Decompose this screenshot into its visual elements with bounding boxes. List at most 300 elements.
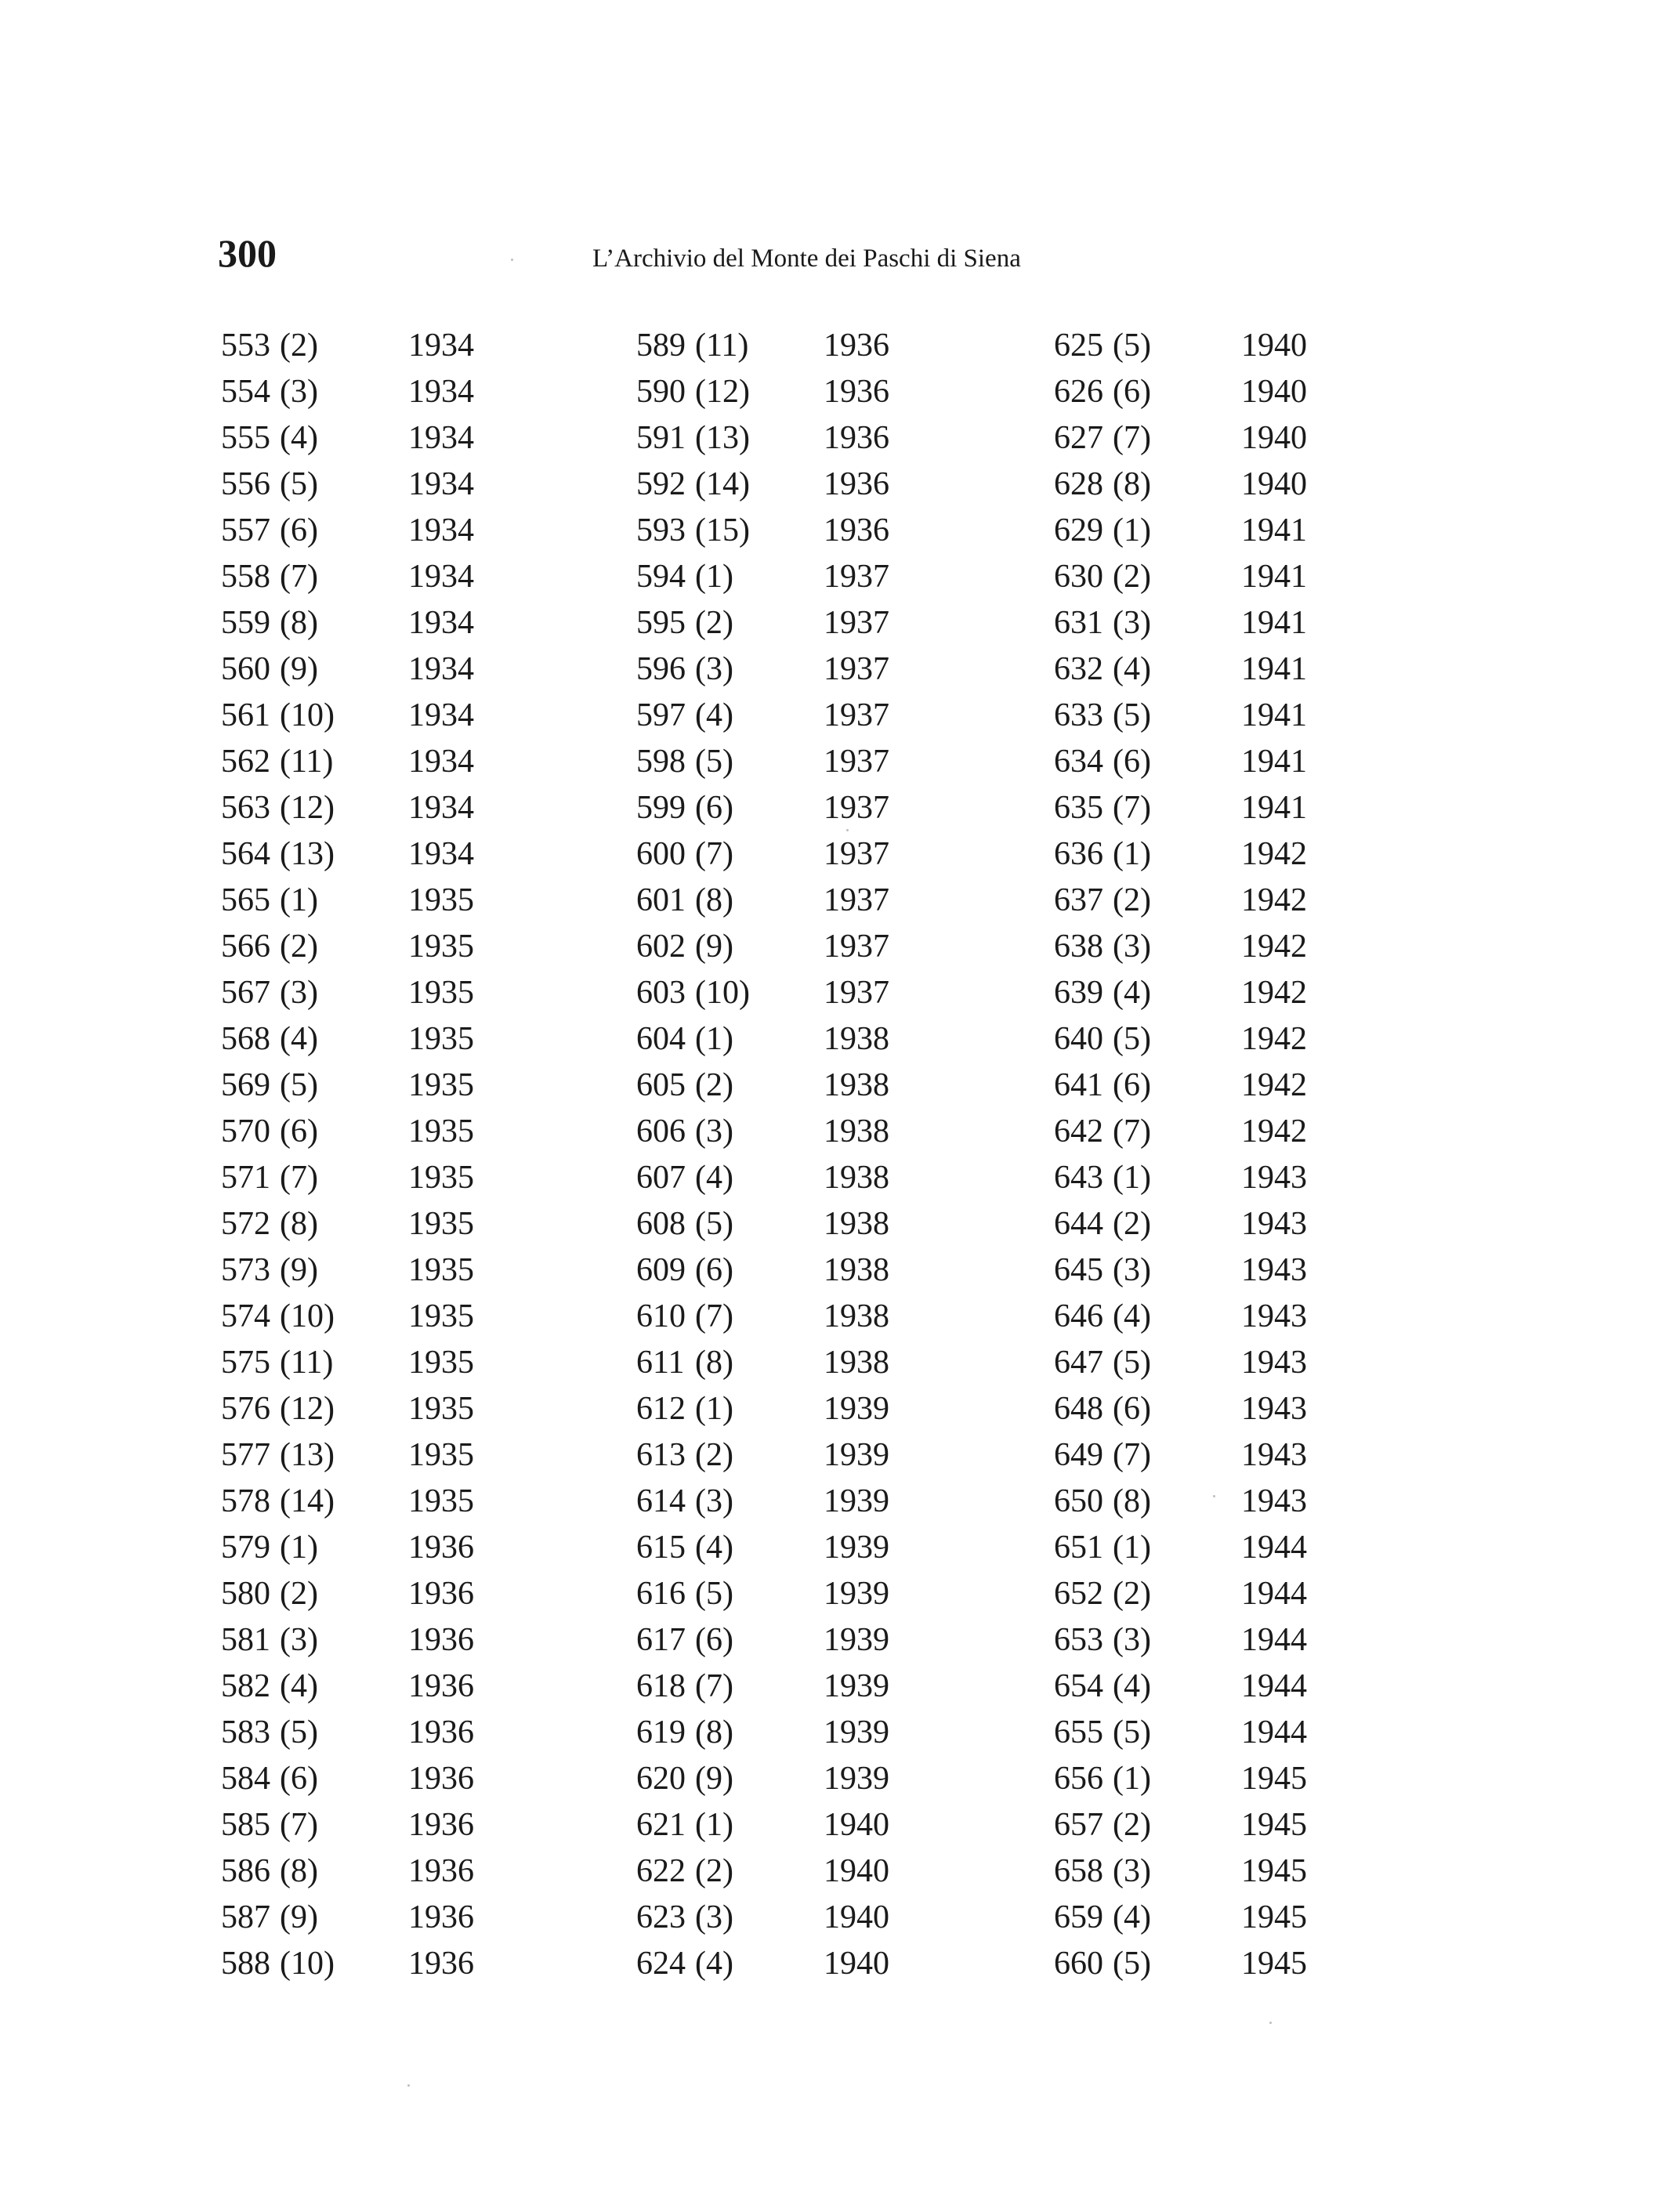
entry-number: 579: [221, 1530, 270, 1566]
entry-sequence: (4): [695, 1530, 733, 1566]
entry-year: 1944: [1241, 1622, 1307, 1658]
entry-number: 622: [636, 1853, 686, 1889]
entry-year: 1940: [1241, 374, 1307, 410]
entry-year: 1943: [1241, 1483, 1307, 1519]
entry-number: 638: [1054, 929, 1103, 965]
entry-sequence: (4): [280, 1021, 318, 1057]
entry-sequence: (10): [280, 1946, 335, 1982]
entry-sequence: (8): [280, 1853, 318, 1889]
entry-sequence: (6): [695, 790, 733, 826]
entry-number: 653: [1054, 1622, 1103, 1658]
entry-year: 1942: [1241, 975, 1307, 1011]
entry-year: 1945: [1241, 1761, 1307, 1797]
entry-year: 1942: [1241, 882, 1307, 918]
entry-number: 604: [636, 1021, 686, 1057]
entry-sequence: (8): [695, 882, 733, 918]
entry-number: 557: [221, 512, 270, 548]
entry-sequence: (12): [280, 1391, 335, 1427]
entry-year: 1944: [1241, 1576, 1307, 1612]
entry-sequence: (3): [1113, 605, 1151, 641]
entry-number: 659: [1054, 1899, 1103, 1935]
entry-year: 1937: [824, 605, 889, 641]
entry-year: 1941: [1241, 559, 1307, 595]
entry-sequence: (4): [1113, 975, 1151, 1011]
entry-sequence: (6): [280, 512, 318, 548]
entry-number: 655: [1054, 1714, 1103, 1750]
entry-sequence: (1): [280, 882, 318, 918]
entry-sequence: (7): [280, 1807, 318, 1843]
entry-number: 620: [636, 1761, 686, 1797]
entry-sequence: (2): [1113, 559, 1151, 595]
entry-number: 571: [221, 1160, 270, 1196]
entry-number: 610: [636, 1298, 686, 1334]
entry-year: 1934: [408, 790, 474, 826]
entry-sequence: (7): [1113, 790, 1151, 826]
entry-sequence: (10): [280, 697, 335, 733]
entry-sequence: (7): [695, 1298, 733, 1334]
entry-number: 596: [636, 651, 686, 687]
entry-sequence: (2): [280, 1576, 318, 1612]
entry-sequence: (6): [280, 1761, 318, 1797]
entry-sequence: (2): [1113, 1206, 1151, 1242]
entry-number: 624: [636, 1946, 686, 1982]
entry-year: 1939: [824, 1483, 889, 1519]
entry-number: 660: [1054, 1946, 1103, 1982]
entry-sequence: (13): [280, 836, 335, 872]
entry-sequence: (5): [280, 1714, 318, 1750]
entry-number: 597: [636, 697, 686, 733]
entry-number: 592: [636, 466, 686, 502]
entry-sequence: (6): [280, 1113, 318, 1149]
entry-year: 1936: [408, 1853, 474, 1889]
entry-sequence: (5): [695, 1576, 733, 1612]
entry-sequence: (1): [695, 1021, 733, 1057]
entry-sequence: (8): [280, 1206, 318, 1242]
entry-year: 1936: [824, 466, 889, 502]
entry-year: 1938: [824, 1206, 889, 1242]
entry-number: 569: [221, 1067, 270, 1103]
entry-sequence: (7): [1113, 1113, 1151, 1149]
entry-number: 613: [636, 1437, 686, 1473]
entry-sequence: (4): [695, 1946, 733, 1982]
entry-number: 556: [221, 466, 270, 502]
entry-year: 1934: [408, 744, 474, 780]
entry-year: 1944: [1241, 1668, 1307, 1704]
entry-number: 637: [1054, 882, 1103, 918]
entry-number: 650: [1054, 1483, 1103, 1519]
entry-sequence: (1): [280, 1530, 318, 1566]
entry-number: 602: [636, 929, 686, 965]
entry-number: 590: [636, 374, 686, 410]
entry-number: 658: [1054, 1853, 1103, 1889]
entry-year: 1940: [1241, 466, 1307, 502]
entry-year: 1936: [824, 374, 889, 410]
entry-sequence: (7): [695, 1668, 733, 1704]
entry-number: 595: [636, 605, 686, 641]
entry-year: 1938: [824, 1067, 889, 1103]
entry-year: 1944: [1241, 1530, 1307, 1566]
entry-year: 1943: [1241, 1206, 1307, 1242]
entry-year: 1936: [408, 1946, 474, 1982]
entry-number: 567: [221, 975, 270, 1011]
entry-sequence: (6): [695, 1252, 733, 1288]
entry-number: 584: [221, 1761, 270, 1797]
entry-number: 651: [1054, 1530, 1103, 1566]
entry-number: 560: [221, 651, 270, 687]
entry-number: 576: [221, 1391, 270, 1427]
entry-number: 599: [636, 790, 686, 826]
entry-sequence: (6): [1113, 744, 1151, 780]
entry-sequence: (3): [1113, 1622, 1151, 1658]
entry-number: 572: [221, 1206, 270, 1242]
entry-number: 629: [1054, 512, 1103, 548]
entry-year: 1937: [824, 929, 889, 965]
entry-sequence: (5): [1113, 1946, 1151, 1982]
entry-sequence: (7): [1113, 1437, 1151, 1473]
entry-sequence: (3): [695, 1899, 733, 1935]
entry-number: 566: [221, 929, 270, 965]
entry-sequence: (2): [280, 929, 318, 965]
entry-year: 1938: [824, 1345, 889, 1381]
entry-sequence: (2): [695, 1437, 733, 1473]
entry-sequence: (6): [1113, 374, 1151, 410]
entry-sequence: (4): [280, 420, 318, 456]
entry-number: 612: [636, 1391, 686, 1427]
entry-year: 1936: [824, 328, 889, 364]
entry-year: 1935: [408, 1483, 474, 1519]
entry-sequence: (8): [280, 605, 318, 641]
entry-year: 1936: [408, 1622, 474, 1658]
entry-number: 631: [1054, 605, 1103, 641]
entry-sequence: (13): [695, 420, 750, 456]
entry-number: 611: [636, 1345, 685, 1381]
entry-year: 1937: [824, 975, 889, 1011]
entry-year: 1938: [824, 1113, 889, 1149]
entry-year: 1939: [824, 1530, 889, 1566]
entry-number: 573: [221, 1252, 270, 1288]
entry-year: 1937: [824, 882, 889, 918]
entry-sequence: (7): [280, 559, 318, 595]
entry-number: 591: [636, 420, 686, 456]
page-number: 300: [218, 231, 277, 275]
entry-number: 588: [221, 1946, 270, 1982]
entry-number: 621: [636, 1807, 686, 1843]
entry-year: 1937: [824, 744, 889, 780]
entry-number: 565: [221, 882, 270, 918]
entry-sequence: (7): [280, 1160, 318, 1196]
entry-number: 563: [221, 790, 270, 826]
entry-year: 1934: [408, 328, 474, 364]
entry-sequence: (11): [280, 1345, 334, 1381]
entry-sequence: (3): [1113, 929, 1151, 965]
entry-year: 1942: [1241, 1113, 1307, 1149]
scan-speck: [1269, 2022, 1272, 2024]
entry-year: 1938: [824, 1298, 889, 1334]
entry-year: 1935: [408, 975, 474, 1011]
entry-sequence: (5): [1113, 1714, 1151, 1750]
entry-sequence: (8): [1113, 466, 1151, 502]
entry-number: 636: [1054, 836, 1103, 872]
entry-year: 1940: [824, 1853, 889, 1889]
entry-year: 1936: [824, 420, 889, 456]
entry-sequence: (1): [1113, 512, 1151, 548]
entry-year: 1939: [824, 1668, 889, 1704]
entry-year: 1942: [1241, 1067, 1307, 1103]
entry-year: 1935: [408, 1391, 474, 1427]
entry-sequence: (2): [695, 605, 733, 641]
entry-year: 1943: [1241, 1391, 1307, 1427]
entry-sequence: (14): [280, 1483, 335, 1519]
entry-number: 632: [1054, 651, 1103, 687]
entry-number: 575: [221, 1345, 270, 1381]
entry-sequence: (12): [695, 374, 750, 410]
entry-sequence: (4): [1113, 1668, 1151, 1704]
entry-sequence: (1): [1113, 1160, 1151, 1196]
entry-year: 1937: [824, 836, 889, 872]
entry-number: 641: [1054, 1067, 1103, 1103]
entry-sequence: (5): [1113, 1021, 1151, 1057]
entry-year: 1934: [408, 466, 474, 502]
entry-sequence: (5): [1113, 328, 1151, 364]
entry-number: 630: [1054, 559, 1103, 595]
entry-sequence: (9): [280, 651, 318, 687]
entry-number: 598: [636, 744, 686, 780]
entry-year: 1936: [408, 1576, 474, 1612]
entry-year: 1936: [824, 512, 889, 548]
entry-year: 1934: [408, 420, 474, 456]
entry-sequence: (8): [1113, 1483, 1151, 1519]
entry-number: 643: [1054, 1160, 1103, 1196]
entry-sequence: (12): [280, 790, 335, 826]
entry-number: 616: [636, 1576, 686, 1612]
entry-number: 582: [221, 1668, 270, 1704]
entry-sequence: (2): [1113, 1576, 1151, 1612]
entry-number: 644: [1054, 1206, 1103, 1242]
entry-year: 1938: [824, 1252, 889, 1288]
entry-number: 626: [1054, 374, 1103, 410]
entry-number: 605: [636, 1067, 686, 1103]
entry-sequence: (5): [280, 1067, 318, 1103]
entry-year: 1939: [824, 1761, 889, 1797]
entry-year: 1934: [408, 605, 474, 641]
entry-sequence: (3): [1113, 1853, 1151, 1889]
entry-year: 1935: [408, 882, 474, 918]
entry-year: 1934: [408, 697, 474, 733]
entry-number: 561: [221, 697, 270, 733]
entry-sequence: (2): [1113, 882, 1151, 918]
entry-number: 608: [636, 1206, 686, 1242]
entry-sequence: (14): [695, 466, 750, 502]
entry-sequence: (1): [1113, 1761, 1151, 1797]
entry-sequence: (15): [695, 512, 750, 548]
entry-number: 589: [636, 328, 686, 364]
entry-sequence: (2): [280, 328, 318, 364]
entry-number: 603: [636, 975, 686, 1011]
entry-number: 635: [1054, 790, 1103, 826]
scan-speck: [846, 829, 849, 831]
entry-sequence: (9): [695, 1761, 733, 1797]
entry-sequence: (4): [1113, 651, 1151, 687]
entry-year: 1935: [408, 929, 474, 965]
entry-number: 639: [1054, 975, 1103, 1011]
entry-number: 577: [221, 1437, 270, 1473]
entry-sequence: (8): [695, 1345, 733, 1381]
entry-sequence: (1): [1113, 1530, 1151, 1566]
scan-speck: [1213, 1495, 1215, 1497]
entry-sequence: (5): [1113, 1345, 1151, 1381]
entry-sequence: (7): [695, 836, 733, 872]
entry-number: 618: [636, 1668, 686, 1704]
entry-year: 1941: [1241, 651, 1307, 687]
entry-year: 1942: [1241, 836, 1307, 872]
entry-year: 1935: [408, 1206, 474, 1242]
entry-number: 633: [1054, 697, 1103, 733]
entry-year: 1934: [408, 374, 474, 410]
entry-year: 1935: [408, 1437, 474, 1473]
entry-number: 640: [1054, 1021, 1103, 1057]
entry-number: 657: [1054, 1807, 1103, 1843]
entry-year: 1939: [824, 1714, 889, 1750]
entry-year: 1945: [1241, 1807, 1307, 1843]
entry-sequence: (10): [695, 975, 750, 1011]
entry-number: 570: [221, 1113, 270, 1149]
entry-number: 555: [221, 420, 270, 456]
entry-year: 1940: [824, 1899, 889, 1935]
entry-number: 647: [1054, 1345, 1103, 1381]
entry-number: 558: [221, 559, 270, 595]
entry-year: 1936: [408, 1807, 474, 1843]
entry-number: 649: [1054, 1437, 1103, 1473]
entry-sequence: (1): [695, 1807, 733, 1843]
entry-year: 1935: [408, 1160, 474, 1196]
entry-year: 1936: [408, 1668, 474, 1704]
entry-sequence: (4): [280, 1668, 318, 1704]
entry-sequence: (9): [280, 1252, 318, 1288]
entry-sequence: (4): [1113, 1298, 1151, 1334]
entry-sequence: (3): [280, 1622, 318, 1658]
entry-number: 585: [221, 1807, 270, 1843]
scan-speck: [407, 2084, 410, 2087]
entry-year: 1938: [824, 1160, 889, 1196]
entry-number: 609: [636, 1252, 686, 1288]
entry-year: 1943: [1241, 1345, 1307, 1381]
entry-sequence: (1): [695, 559, 733, 595]
entry-number: 615: [636, 1530, 686, 1566]
entry-year: 1939: [824, 1391, 889, 1427]
entry-sequence: (3): [280, 374, 318, 410]
entry-year: 1941: [1241, 744, 1307, 780]
entry-year: 1936: [408, 1761, 474, 1797]
entry-year: 1944: [1241, 1714, 1307, 1750]
entry-sequence: (4): [695, 1160, 733, 1196]
entry-sequence: (5): [695, 744, 733, 780]
entry-year: 1945: [1241, 1946, 1307, 1982]
entry-number: 646: [1054, 1298, 1103, 1334]
entry-year: 1940: [824, 1807, 889, 1843]
entry-year: 1934: [408, 512, 474, 548]
entry-number: 619: [636, 1714, 686, 1750]
entry-year: 1935: [408, 1298, 474, 1334]
entry-year: 1937: [824, 790, 889, 826]
entry-year: 1934: [408, 836, 474, 872]
entry-number: 578: [221, 1483, 270, 1519]
entry-year: 1942: [1241, 1021, 1307, 1057]
entry-number: 614: [636, 1483, 686, 1519]
entry-sequence: (3): [280, 975, 318, 1011]
entry-number: 654: [1054, 1668, 1103, 1704]
entry-sequence: (6): [695, 1622, 733, 1658]
entry-sequence: (5): [695, 1206, 733, 1242]
entry-sequence: (2): [1113, 1807, 1151, 1843]
entry-year: 1943: [1241, 1160, 1307, 1196]
entry-year: 1943: [1241, 1437, 1307, 1473]
entry-year: 1943: [1241, 1298, 1307, 1334]
entry-sequence: (2): [695, 1853, 733, 1889]
entry-year: 1940: [1241, 420, 1307, 456]
entry-number: 607: [636, 1160, 686, 1196]
entry-year: 1939: [824, 1576, 889, 1612]
entry-sequence: (3): [695, 1113, 733, 1149]
entry-year: 1939: [824, 1622, 889, 1658]
entry-sequence: (11): [695, 328, 749, 364]
entry-year: 1937: [824, 651, 889, 687]
entry-sequence: (10): [280, 1298, 335, 1334]
entry-sequence: (2): [695, 1067, 733, 1103]
entry-year: 1936: [408, 1714, 474, 1750]
entry-number: 587: [221, 1899, 270, 1935]
entry-year: 1940: [824, 1946, 889, 1982]
running-title: L’Archivio del Monte dei Paschi di Siena: [592, 244, 1021, 273]
entry-year: 1941: [1241, 790, 1307, 826]
entry-sequence: (1): [1113, 836, 1151, 872]
entry-year: 1935: [408, 1113, 474, 1149]
entry-number: 554: [221, 374, 270, 410]
entry-year: 1942: [1241, 929, 1307, 965]
entry-year: 1938: [824, 1021, 889, 1057]
entry-year: 1934: [408, 559, 474, 595]
entry-number: 628: [1054, 466, 1103, 502]
entry-number: 648: [1054, 1391, 1103, 1427]
scan-speck: [511, 259, 513, 261]
entry-number: 600: [636, 836, 686, 872]
entry-year: 1935: [408, 1067, 474, 1103]
entry-number: 652: [1054, 1576, 1103, 1612]
entry-number: 623: [636, 1899, 686, 1935]
entry-number: 574: [221, 1298, 270, 1334]
entry-number: 581: [221, 1622, 270, 1658]
entry-sequence: (7): [1113, 420, 1151, 456]
entry-year: 1937: [824, 559, 889, 595]
entry-sequence: (1): [695, 1391, 733, 1427]
entry-number: 642: [1054, 1113, 1103, 1149]
entry-number: 586: [221, 1853, 270, 1889]
entry-sequence: (3): [695, 651, 733, 687]
entry-sequence: (6): [1113, 1391, 1151, 1427]
entry-number: 564: [221, 836, 270, 872]
entry-year: 1940: [1241, 328, 1307, 364]
entry-sequence: (9): [280, 1899, 318, 1935]
entry-year: 1945: [1241, 1899, 1307, 1935]
entry-number: 606: [636, 1113, 686, 1149]
entry-year: 1945: [1241, 1853, 1307, 1889]
entry-number: 559: [221, 605, 270, 641]
entry-number: 553: [221, 328, 270, 364]
entry-year: 1941: [1241, 697, 1307, 733]
entry-sequence: (4): [695, 697, 733, 733]
entry-sequence: (6): [1113, 1067, 1151, 1103]
entry-year: 1936: [408, 1899, 474, 1935]
entry-sequence: (9): [695, 929, 733, 965]
